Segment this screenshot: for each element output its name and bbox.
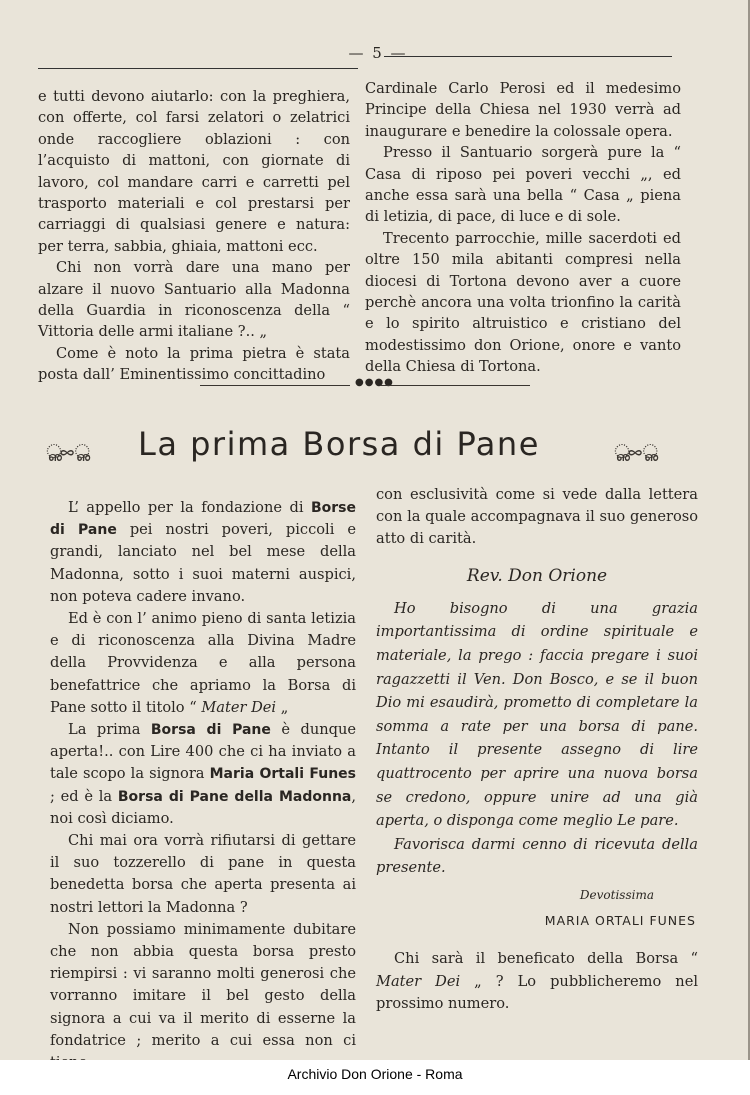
paragraph: Ed è con l’ animo pieno di santa letizia e di riconoscenza alla Divina Madre della Provvidenza e alla persona benefattrice che apriamo la Borsa di Pane sotto il titolo “ Mater Dei „: [50, 610, 356, 716]
top-right-column: [365, 78, 681, 378]
article-title: La prima Borsa di Pane: [138, 425, 540, 463]
ornament-right-icon: ൢ∞ൢ: [614, 439, 657, 463]
header-rule-right: [384, 56, 672, 57]
paragraph: Come è noto la prima pietra è stata posta dall’ Eminentissimo concittadino: [38, 344, 350, 384]
paragraph: Chi non vorrà dare una mano per alzare il nuovo Santuario alla Madonna della Guardia in riconoscenza della “ Vittoria delle armi italiane ?.. „: [38, 259, 350, 341]
article-title-row: [42, 425, 692, 471]
archive-footer: Archivio Don Orione - Roma: [287, 1066, 463, 1082]
page-header: [38, 44, 672, 74]
article-right-column: [376, 484, 698, 1015]
section-divider: ●●●●: [200, 383, 530, 389]
header-rule-left: [38, 68, 358, 69]
paragraph: La prima Borsa di Pane è dunque aperta!.. con Lire 400 che ci ha inviato a tale scopo la signora Maria Ortali Funes ; ed è la Borsa di Pane della Madonna, noi così diciamo.: [50, 721, 356, 827]
paragraph: Trecento parrocchie, mille sacerdoti ed oltre 150 mila abitanti compresi nella diocesi di Tortona devono aver a cuore perchè ancora una volta trionfino la carità e lo spirito altruistico e cristiano del modestissimo don Orione, onore e vanto della Chiesa di Tortona.: [365, 229, 681, 376]
top-left-column: [38, 86, 350, 386]
paragraph: Presso il Santuario sorgerà pure la “ Casa di riposo pei poveri vecchi „, ed anche essa sarà una bella “ Casa „ piena di letizia, di pace, di luce e di sole.: [365, 144, 681, 226]
letter-paragraph: Ho bisogno di una grazia importantissima di ordine spirituale e materiale, la prego : faccia pregare i suoi ragazzetti il Ven. Don Bosco, e se il buon Dio mi esaudirà, prometto di completare la somma a rate per una borsa di pane. Intanto il presente assegno di lire quattrocento per aprire una nuova borsa se credono, oppure unire ad una già aperta, o disponga come meglio Le pare.: [376, 599, 698, 830]
letter-salutation: Rev. Don Orione: [466, 565, 608, 586]
page-number: — 5 —: [348, 44, 408, 62]
paragraph: e tutti devono aiutarlo: con la preghiera, con offerte, col farsi zelatori o zelatrici onde raccogliere oblazioni : con l’acquisto di mattoni, con giornate di lavoro, col mandare carri e carretti pel trasporto materiali e col prestarsi per carriaggi di qualsiasi genere e natura: per terra, sabbia, ghiaia, mattoni ecc.: [38, 88, 350, 255]
letter-signature: MARIA ORTALI FUNES: [544, 913, 696, 929]
paragraph: L’ appello per la fondazione di Borse di Pane pei nostri poveri, piccoli e grandi, lanciato nel bel mese della Madonna, sotto i suoi materni auspici, non poteva cadere invano.: [50, 499, 356, 605]
paragraph: Chi sarà il beneficato della Borsa “ Mater Dei „ ? Lo pubblicheremo nel prossimo numero.: [376, 950, 699, 1012]
paragraph: Cardinale Carlo Perosi ed il medesimo Principe della Chiesa nel 1930 verrà ad inaugurare e benedire la colossale opera.: [365, 80, 681, 140]
letter-closing: Devotissima: [579, 887, 654, 902]
paragraph: Chi mai ora vorrà rifiutarsi di gettare il suo tozzerello di pane in questa benedetta borsa che aperta presenta ai nostri lettori la Madonna ?: [50, 832, 356, 916]
letter-paragraph: Favorisca darmi cenno di ricevuta della presente.: [376, 835, 698, 877]
paragraph: con esclusività come si vede dalla lettera con la quale accompagnava il suo generoso atto di carità.: [376, 486, 698, 548]
ornament-left-icon: ൢ∞ൢ: [46, 439, 89, 463]
paragraph: Non possiamo minimamente dubitare che non abbia questa borsa presto riempirsi : vi saranno molti generosi che vorranno imitare il bel gesto della signora a cui va il merito di esserne la fondatrice ; merito a cui essa non ci: [50, 920, 356, 1049]
article-left-column: [50, 497, 356, 1074]
